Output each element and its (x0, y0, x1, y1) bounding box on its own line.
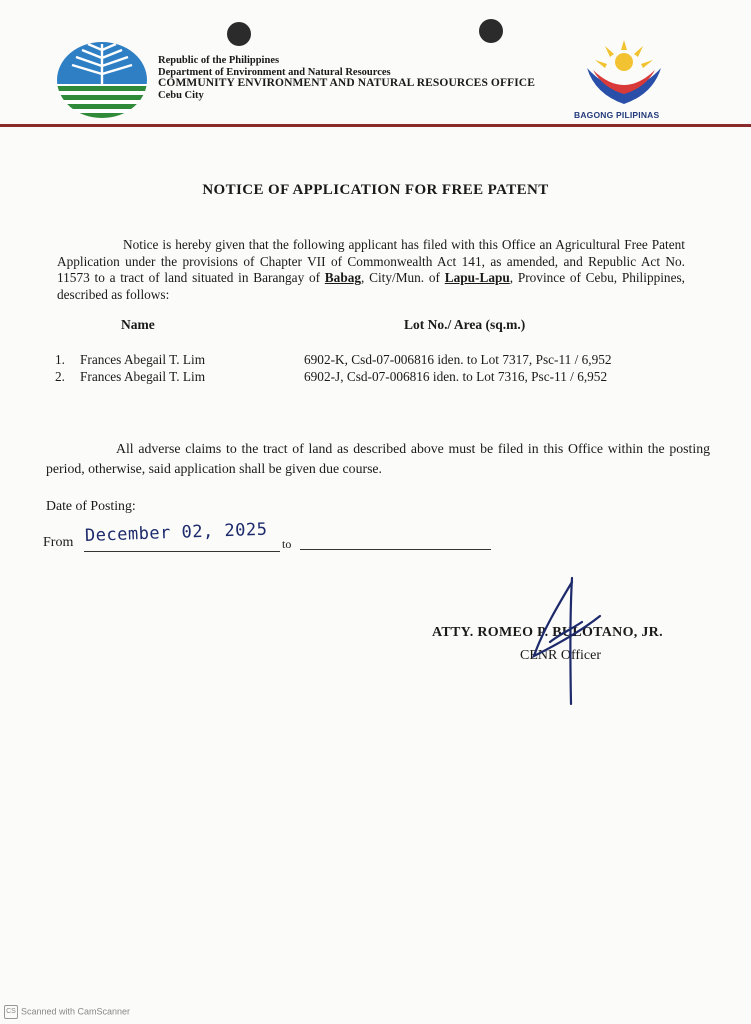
intro-paragraph (57, 237, 685, 303)
header-line-republic: Republic of the Philippines (158, 55, 280, 66)
camscanner-watermark (4, 1005, 130, 1019)
from-label: From (43, 535, 74, 550)
from-date-underline (84, 551, 280, 552)
claims-paragraph (46, 439, 710, 478)
column-header-lot: Lot No./ Area (sq.m.) (404, 317, 526, 332)
signature (520, 572, 610, 712)
header-rule (0, 124, 751, 127)
to-date-underline (300, 549, 491, 550)
header-text-block (158, 55, 535, 101)
table-row-1-name: Frances Abegail T. Lim (80, 352, 206, 367)
intro-text-mid: , City/Mun. of (361, 270, 445, 285)
claims-text: All adverse claims to the tract of land as described above must be filed in this Office within the posting period, otherwise, said application shall be given due course. (46, 441, 710, 476)
signatory-title: CENR Officer (520, 648, 601, 663)
table-row-1-num: 1. (55, 352, 65, 367)
table-row-2-name: Frances Abegail T. Lim (80, 369, 206, 384)
punch-hole-right (479, 19, 503, 43)
header-line-city: Cebu City (158, 89, 204, 101)
bagong-pilipinas-label: BAGONG PILIPINAS (574, 110, 660, 120)
bagong-pilipinas-logo (583, 38, 665, 110)
intro-text-after: , Province of Cebu, Philippines, described as follows: (57, 270, 685, 302)
to-label: to (282, 537, 292, 551)
table-row-2-num: 2. (55, 369, 65, 384)
table-row-1-lot: 6902-K, Csd-07-006816 iden. to Lot 7317, Psc-11 / 6,952 (304, 352, 612, 367)
document-title: NOTICE OF APPLICATION FOR FREE PATENT (202, 182, 549, 198)
table-row-2-lot: 6902-J, Csd-07-006816 iden. to Lot 7316, Psc-11 / 6,952 (304, 369, 608, 384)
city-name: Lapu-Lapu (444, 270, 510, 285)
header-line-office: COMMUNITY ENVIRONMENT AND NATURAL RESOURCES OFFICE (158, 77, 535, 89)
punch-hole-left (227, 22, 251, 46)
barangay-name: Babag (324, 270, 362, 285)
date-of-posting-label: Date of Posting: (46, 498, 136, 513)
column-header-name: Name (121, 317, 155, 332)
camscanner-icon: CS (4, 1005, 18, 1019)
camscanner-text: Scanned with CamScanner (21, 1006, 131, 1017)
denr-logo (55, 40, 149, 120)
intro-text-before: Notice is hereby given that the following applicant has filed with this Office an Agricultural Free Patent Application under the provisions of Chapter VII of Commonwealth Act 141, as amended, and Republic Act No. 11573 to a tract of land situated in Barangay of (57, 237, 685, 285)
signatory-name: ATTY. ROMEO P. BULOTANO, JR. (432, 625, 663, 640)
from-date-handwritten: December 02, 2025 (84, 519, 268, 546)
header-line-department: Department of Environment and Natural Resources (158, 66, 391, 78)
